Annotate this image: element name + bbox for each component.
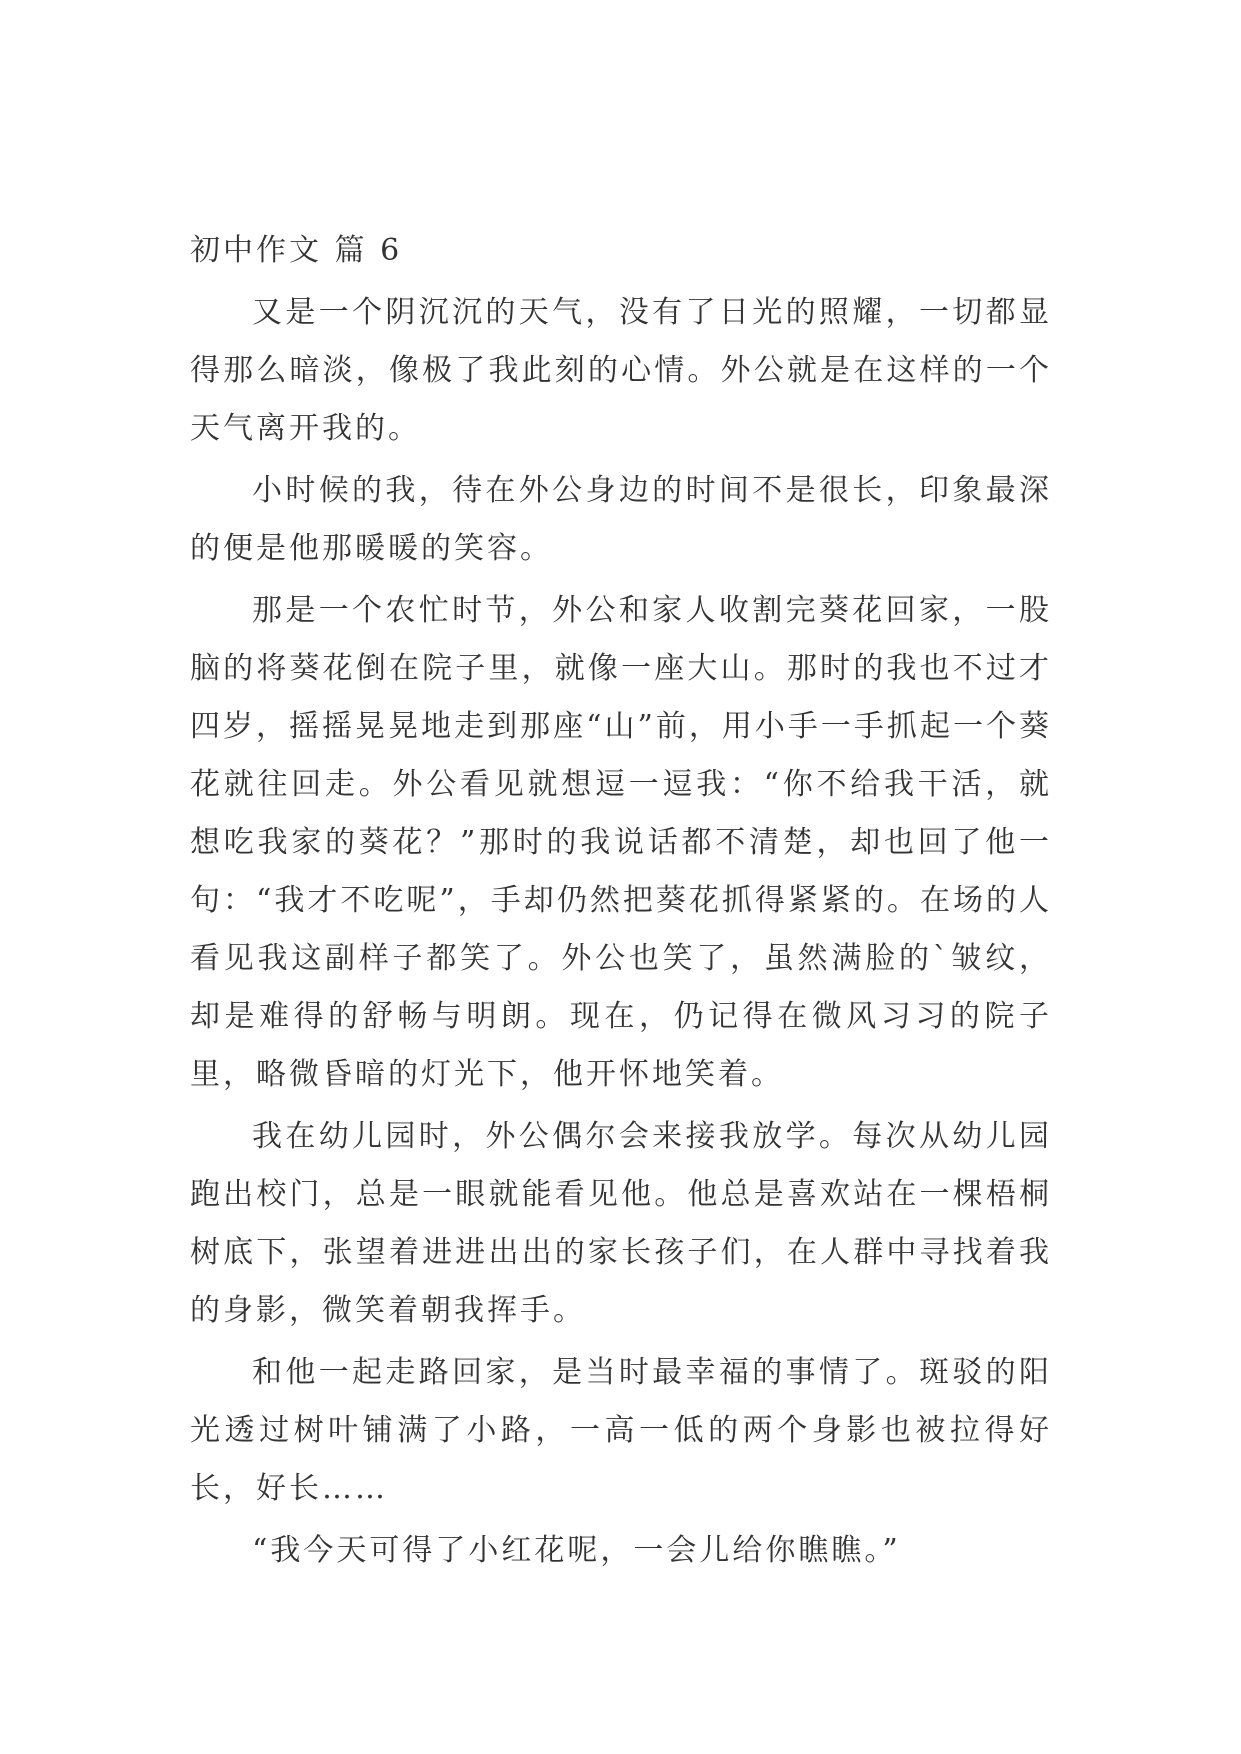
paragraph-2: 小时候的我，待在外公身边的时间不是很长，印象最深的便是他那暖暖的笑容。 — [190, 473, 1052, 566]
essay-heading: 初中作文 篇 6 — [190, 233, 403, 268]
paragraph-6: “我今天可得了小红花呢，一会儿给你瞧瞧。” — [252, 1533, 901, 1568]
paragraph-1: 又是一个阴沉沉的天气，没有了日光的照耀，一切都显得那么暗淡，像极了我此刻的心情。外公就是在这样的一个天气离开我的。 — [190, 295, 1052, 446]
paragraph-4: 我在幼儿园时，外公偶尔会来接我放学。每次从幼儿园跑出校门，总是一眼就能看见他。他总是喜欢站在一棵梧桐树底下，张望着进进出出的家长孩子们，在人群中寻找着我的身影，微笑着朝我挥手。 — [190, 1119, 1052, 1328]
paragraph-5: 和他一起走路回家，是当时最幸福的事情了。斑驳的阳光透过树叶铺满了小路，一高一低的两个身影也被拉得好长，好长…… — [190, 1355, 1052, 1506]
document-body — [190, 222, 1052, 1584]
paragraph-3: 那是一个农忙时节，外公和家人收割完葵花回家，一股脑的将葵花倒在院子里，就像一座大山。那时的我也不过才四岁，摇摇晃晃地走到那座“山”前，用小手一手抓起一个葵花就往回走。外公看见就想逗一逗我：“你不给我干活，就想吃我家的葵花？”那时的我说话都不清楚，却也回了他一句：“我才不吃呢”，手却仍然把葵花抓得紧紧的。在场的人看见我这副样子都笑了。外公也笑了，虽然满脸的`皱纹，却是难得的舒畅与明朗。现在，仍记得在微风习习的院子里，略微昏暗的灯光下，他开怀地笑着。 — [190, 593, 1052, 1092]
